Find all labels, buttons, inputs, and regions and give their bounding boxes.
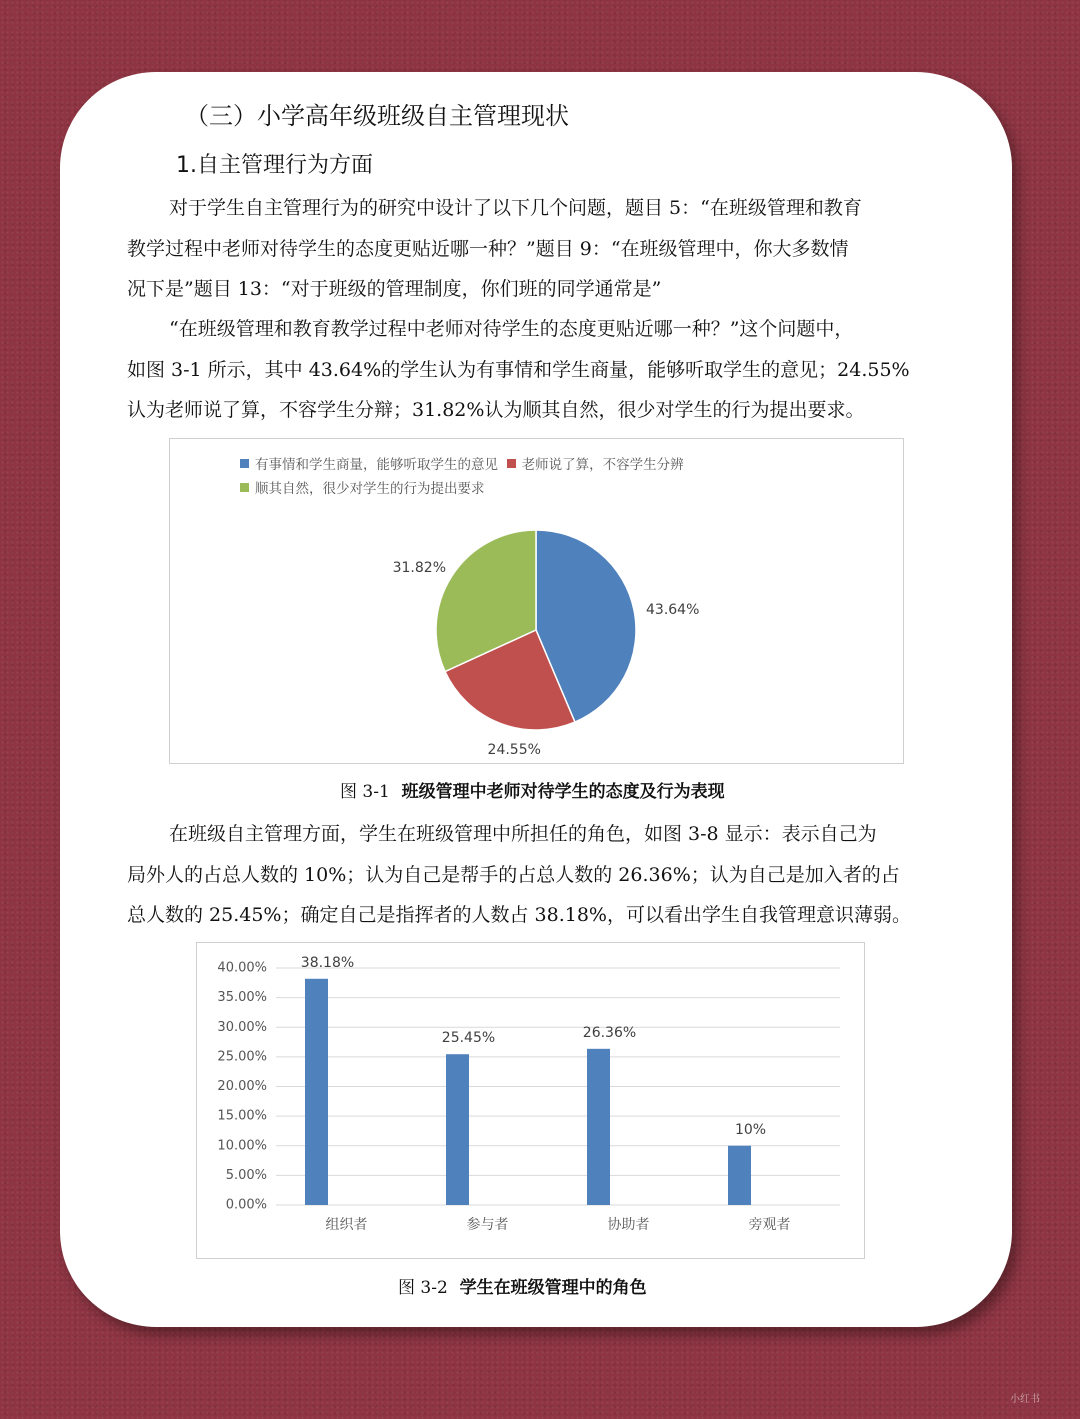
- pie-chart-frame: [169, 438, 904, 764]
- pie-data-label: 24.55%: [487, 742, 541, 758]
- x-tick-label: 旁观者: [748, 1217, 791, 1233]
- figure-1-title: 班级管理中老师对待学生的态度及行为表现: [401, 782, 725, 802]
- bar: [587, 1049, 610, 1205]
- paragraph-line: 教学过程中老师对待学生的态度更贴近哪一种？”题目 9：“在班级管理中，你大多数情: [127, 237, 849, 260]
- figure-2-number: 图 3-2: [398, 1278, 448, 1298]
- bar-chart-frame: [196, 942, 865, 1259]
- paragraph-line: 在班级自主管理方面，学生在班级管理中所担任的角色，如图 3-8 显示：表示自己为: [169, 823, 877, 845]
- legend-label: 老师说了算，不容学生分辨: [521, 457, 684, 473]
- y-tick-label: 15.00%: [217, 1108, 267, 1124]
- x-tick-label: 组织者: [325, 1217, 368, 1233]
- y-tick-label: 10.00%: [217, 1138, 267, 1154]
- watermark-text: 小红书: [1010, 1394, 1040, 1405]
- y-tick-label: 5.00%: [225, 1167, 267, 1183]
- section-title: （三）小学高年级班级自主管理现状: [185, 102, 569, 130]
- paragraph-line: 如图 3-1 所示，其中 43.64%的学生认为有事情和学生商量，能够听取学生的意见；24.55%: [127, 358, 910, 381]
- figure-1-number: 图 3-1: [340, 782, 390, 802]
- paragraph-line: 局外人的占总人数的 10%；认为自己是帮手的占总人数的 26.36%；认为自己是加入者的占: [127, 863, 900, 886]
- legend-label: 顺其自然，很少对学生的行为提出要求: [255, 481, 485, 497]
- y-tick-label: 35.00%: [217, 990, 267, 1006]
- bar: [728, 1146, 751, 1205]
- y-tick-label: 0.00%: [225, 1197, 267, 1213]
- y-tick-label: 25.00%: [217, 1049, 267, 1065]
- x-tick-label: 协助者: [607, 1217, 650, 1233]
- subsection-title: 1.自主管理行为方面: [176, 153, 373, 178]
- figure-2-title: 学生在班级管理中的角色: [459, 1278, 647, 1298]
- paragraph-1: [127, 188, 947, 310]
- pie-data-label: 43.64%: [646, 602, 700, 618]
- bar-data-label: 25.45%: [441, 1030, 496, 1047]
- paragraph-3: [127, 814, 947, 936]
- bar-chart: [197, 943, 864, 1258]
- y-tick-label: 40.00%: [217, 960, 267, 976]
- pie-chart: [170, 439, 903, 763]
- bar: [446, 1054, 469, 1205]
- paragraph-line: 认为老师说了算，不容学生分辩；31.82%认为顺其自然，很少对学生的行为提出要求。: [127, 399, 865, 421]
- pie-data-label: 31.82%: [392, 560, 446, 576]
- bar-data-label: 26.36%: [582, 1024, 637, 1041]
- paragraph-line: 况下是”题目 13：“对于班级的管理制度，你们班的同学通常是”: [127, 278, 662, 300]
- y-tick-label: 20.00%: [217, 1079, 267, 1094]
- figure-2-caption: [398, 1273, 647, 1298]
- bar-data-label: 38.18%: [300, 954, 355, 971]
- y-tick-label: 30.00%: [217, 1019, 267, 1035]
- paragraph-line: 对于学生自主管理行为的研究中设计了以下几个问题，题目 5：“在班级管理和教育: [169, 197, 862, 219]
- figure-1-caption: [340, 777, 725, 802]
- x-tick-label: 参与者: [466, 1217, 509, 1233]
- legend-label: 有事情和学生商量，能够听取学生的意见: [255, 457, 498, 473]
- bar: [305, 979, 328, 1205]
- paragraph-line: 总人数的 25.45%；确定自己是指挥者的人数占 38.18%，可以看出学生自我管理意识薄弱。: [127, 904, 911, 926]
- bar-data-label: 10%: [734, 1121, 767, 1138]
- paragraph-line: “在班级管理和教育教学过程中老师对待学生的态度更贴近哪一种？”这个问题中，: [169, 318, 854, 340]
- paragraph-2: [127, 309, 947, 431]
